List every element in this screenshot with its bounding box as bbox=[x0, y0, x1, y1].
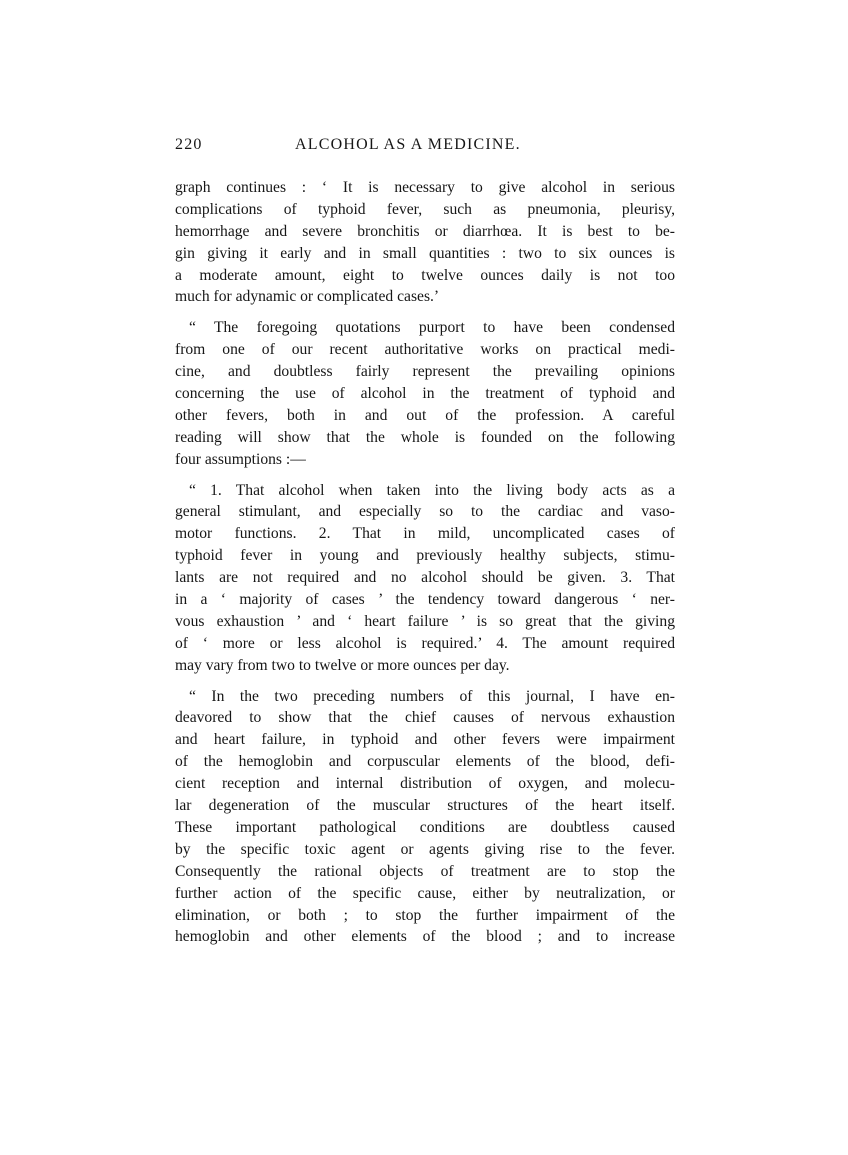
text-line: elimination, or both ; to stop the further impairment of the bbox=[175, 906, 675, 924]
text-line: concerning the use of alcohol in the treatment of typhoid and bbox=[175, 385, 675, 403]
text-line: of the hemoglobin and corpuscular elements of the blood, defi- bbox=[175, 753, 675, 771]
page-number: 220 bbox=[175, 136, 203, 153]
text-line: may vary from two to twelve or more ounces per day. bbox=[175, 656, 510, 674]
text-line: typhoid fever in young and previously healthy subjects, stimu- bbox=[175, 547, 675, 565]
paragraph bbox=[175, 480, 675, 677]
text-line: hemorrhage and severe bronchitis or diarrhœa. It is best to be- bbox=[175, 222, 675, 240]
text-line: in a ‘ majority of cases ’ the tendency toward dangerous ‘ ner- bbox=[175, 591, 675, 609]
text-line: other fevers, both in and out of the profession. A careful bbox=[175, 406, 675, 424]
text-line: “ In the two preceding numbers of this journal, I have en- bbox=[189, 687, 675, 705]
paragraph bbox=[175, 177, 675, 308]
text-line: and heart failure, in typhoid and other fevers were impairment bbox=[175, 731, 675, 749]
text-line: lar degeneration of the muscular structures of the heart itself. bbox=[175, 797, 675, 815]
text-line: of ‘ more or less alcohol is required.’ 4. The amount required bbox=[175, 634, 675, 652]
text-line: deavored to show that the chief causes of nervous exhaustion bbox=[175, 709, 675, 727]
text-line: complications of typhoid fever, such as pneumonia, pleurisy, bbox=[175, 200, 675, 218]
text-line: further action of the specific cause, either by neutralization, or bbox=[175, 884, 675, 902]
text-line: “ The foregoing quotations purport to have been condensed bbox=[189, 319, 675, 337]
text-line: “ 1. That alcohol when taken into the living body acts as a bbox=[189, 481, 675, 499]
text-line: vous exhaustion ’ and ‘ heart failure ’ is so great that the giving bbox=[175, 612, 675, 630]
text-line: general stimulant, and especially so to the cardiac and vaso- bbox=[175, 503, 675, 521]
text-line: graph continues : ‘ It is necessary to give alcohol in serious bbox=[175, 179, 675, 196]
text-line: These important pathological conditions are doubtless caused bbox=[175, 818, 675, 836]
text-line: a moderate amount, eight to twelve ounces daily is not too bbox=[175, 266, 675, 284]
text-line: hemoglobin and other elements of the blood ; and to increase bbox=[175, 928, 675, 946]
paragraph bbox=[175, 686, 675, 949]
running-head bbox=[175, 136, 675, 158]
running-title: ALCOHOL AS A MEDICINE. bbox=[295, 136, 521, 153]
text-line: much for adynamic or complicated cases.’ bbox=[175, 288, 440, 306]
text-line: Consequently the rational objects of treatment are to stop the bbox=[175, 862, 675, 880]
text-line: cine, and doubtless fairly represent the prevailing opinions bbox=[175, 363, 675, 381]
text-line: cient reception and internal distribution of oxygen, and molecu- bbox=[175, 775, 675, 793]
text-line: gin giving it early and in small quantities : two to six ounces is bbox=[175, 244, 675, 262]
text-line: reading will show that the whole is founded on the following bbox=[175, 428, 675, 446]
text-line: from one of our recent authoritative works on practical medi- bbox=[175, 341, 675, 359]
text-line: lants are not required and no alcohol should be given. 3. That bbox=[175, 569, 675, 587]
text-line: four assumptions :— bbox=[175, 450, 306, 468]
paragraph bbox=[175, 317, 675, 470]
text-line: motor functions. 2. That in mild, uncomplicated cases of bbox=[175, 525, 675, 543]
text-line: by the specific toxic agent or agents giving rise to the fever. bbox=[175, 840, 675, 858]
body-text bbox=[175, 177, 675, 948]
